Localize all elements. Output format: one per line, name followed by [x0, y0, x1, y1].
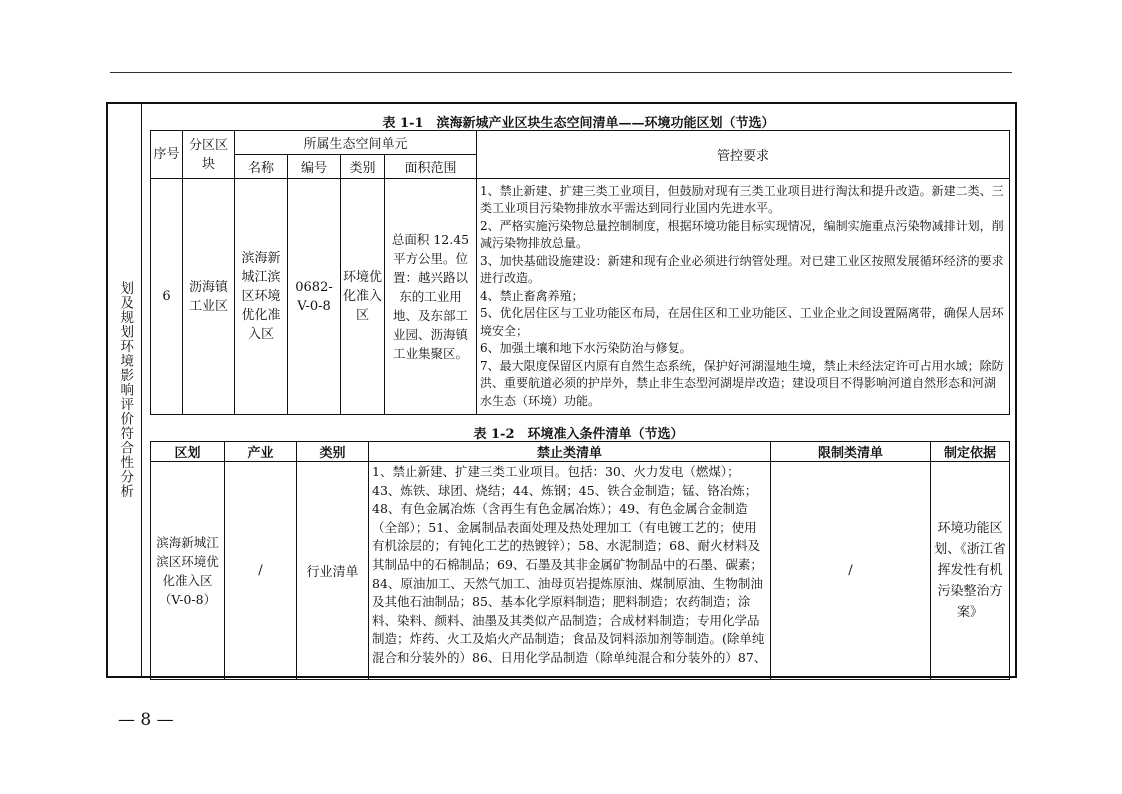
header-seq: 序号 — [151, 131, 183, 179]
row-control — [477, 179, 1010, 415]
header-restricted: 限制类清单 — [771, 442, 931, 462]
control-item: 5、优化居住区与工业功能区布局，在居住区和工业功能区、工业企业之间设置隔离带，确保人居环境安全； — [480, 306, 1004, 338]
header-category: 类别 — [341, 155, 385, 179]
header-name: 名称 — [235, 155, 288, 179]
tables-area — [142, 104, 1015, 676]
header-district: 分区区块 — [183, 131, 235, 179]
row-prohibited: 1、禁止新建、扩建三类工业项目。包括：30、火力发电（燃煤）；43、炼铁、球团、烧结；44、炼钢；45、铁合金制造；锰、铬冶炼；48、有色金属冶炼（含再生有色金属冶炼）；49、有色金属合金制造（全部）；51、金属制品表面处理及热处理加工（有电镀工艺的；使用有机涂层的；有钝化工艺的热镀锌）；58、水泥制造；68、耐火材料及其制品中的石棉制品；69、石墨及其非金属矿物制品中的石墨、碳素；84、原油加工、天然气加工、油母页岩提炼原油、煤制原油、生物制油及其他石油制品；85、基本化学原料制造；肥料制造；农药制造；涂料、染料、颜料、油墨及其类似产品制造；合成材料制造；专用化学品制造；炸药、火工及焰火产品制造；食品及饲料添加剂等制造。(除单纯混合和分装外的）86、日用化学品制造（除单纯混合和分装外的）87、 — [369, 462, 771, 680]
row-restricted: / — [771, 462, 931, 680]
row-category: 行业清单 — [297, 462, 369, 680]
side-label-column — [108, 104, 142, 676]
table1-caption: 表 1-1 滨海新城产业区块生态空间清单——环境功能区划（节选） — [382, 116, 775, 131]
header-category: 类别 — [297, 442, 369, 462]
header-industry: 产业 — [225, 442, 297, 462]
header-rule — [110, 72, 1012, 73]
row-category: 环境优化准入区 — [341, 179, 385, 415]
header-unit-group: 所属生态空间单元 — [235, 131, 477, 155]
content-frame — [106, 102, 1017, 678]
row-zone: 滨海新城江滨区环境优化准入区（V-0-8） — [151, 462, 225, 680]
control-item: 4、禁止畜禽养殖； — [480, 288, 584, 303]
row-name: 滨海新城江滨区环境优化准入区 — [235, 179, 288, 415]
row-district: 沥海镇工业区 — [183, 179, 235, 415]
row-area: 总面积 12.45 平方公里。位置：越兴路以东的工业用地、及东部工业园、沥海镇工业集聚区。 — [385, 179, 477, 415]
header-prohibited: 禁止类清单 — [369, 442, 771, 462]
page-number: — 8 — — [118, 710, 174, 730]
control-item: 1、禁止新建、扩建三类工业项目，但鼓励对现有三类工业项目进行淘汰和提升改造。新建二类、三类工业项目污染物排放水平需达到同行业国内先进水平。 — [480, 183, 1004, 216]
control-item: 3、加快基础设施建设：新建和现有企业必须进行纳管处理。对已建工业区按照发展循环经济的要求进行改造。 — [480, 253, 1004, 286]
control-item: 2、严格实施污染物总量控制制度，根据环境功能目标实现情况，编制实施重点污染物减排计划，削减污染物排放总量。 — [480, 218, 1004, 251]
row-industry: / — [225, 462, 297, 680]
table-row — [151, 462, 1010, 680]
side-label: 划及规划环境影响评价符合性分析 — [117, 281, 134, 499]
control-item: 7、最大限度保留区内原有自然生态系统，保护好河湖湿地生境，禁止未经法定许可占用水域；除防洪、重要航道必须的护岸外，禁止非生态型河湖堤岸改造；建设项目不得影响河道自然形态和河湖水生态（环境）功能。 — [480, 358, 1004, 408]
header-area: 面积范围 — [385, 155, 477, 179]
header-basis: 制定依据 — [931, 442, 1010, 462]
table-row — [151, 179, 1010, 415]
ecological-space-table — [150, 130, 1010, 415]
header-code: 编号 — [288, 155, 341, 179]
header-zone: 区划 — [151, 442, 225, 462]
row-basis: 环境功能区划、《浙江省挥发性有机污染整治方案》 — [931, 462, 1010, 680]
row-code: 0682-V-0-8 — [288, 179, 341, 415]
control-item: 6、加强土壤和地下水污染防治与修复。 — [480, 341, 692, 356]
header-control: 管控要求 — [477, 131, 1010, 179]
access-conditions-table — [150, 441, 1010, 680]
table2-caption: 表 1-2 环境准入条件清单（节选） — [473, 427, 684, 442]
row-seq: 6 — [151, 179, 183, 415]
